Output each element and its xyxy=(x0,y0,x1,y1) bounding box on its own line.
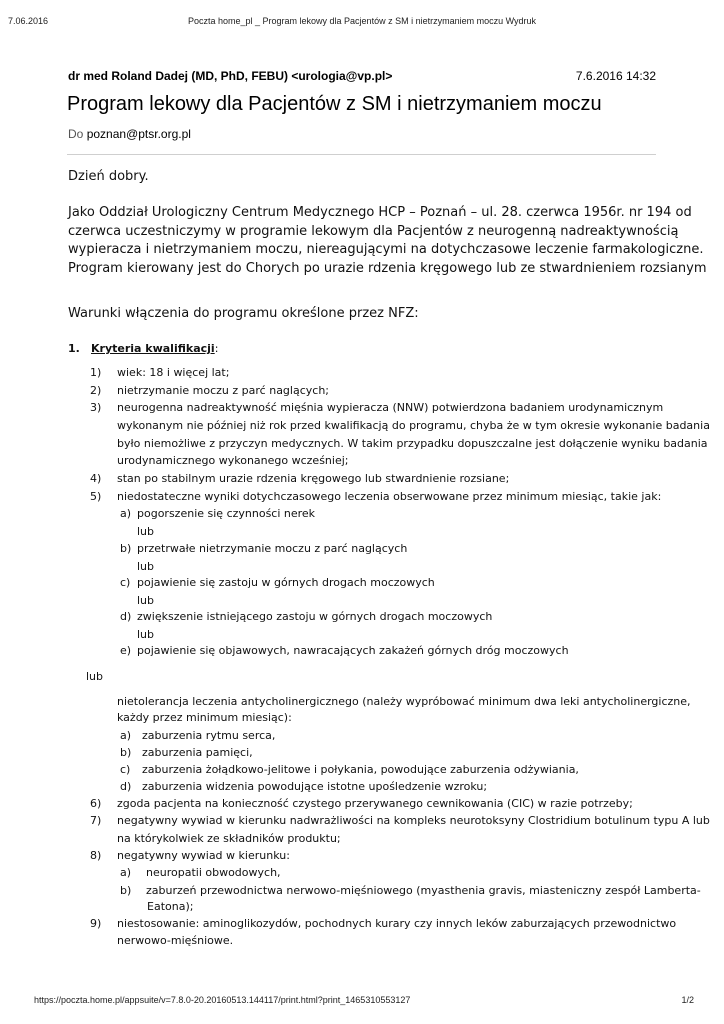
list-item-text: Eatona); xyxy=(147,900,194,913)
list-item-text: negatywny wywiad w kierunku nadwrażliwości na kompleks neurotoksyny Clostridium botulinum typu A lub xyxy=(117,814,710,827)
list-marker: 4) xyxy=(90,472,102,485)
list-item-text: pojawienie się objawowych, nawracających zakażeń górnych dróg moczowych xyxy=(137,644,569,657)
list-item-text: zaburzenia rytmu serca, xyxy=(142,729,276,742)
list-item-text: zaburzenia widzenia powodujące istotne upośledzenie wzroku; xyxy=(142,780,488,793)
list-marker: e) xyxy=(120,644,132,657)
intro-line: Jako Oddział Urologiczny Centrum Medycznego HCP – Poznań – ul. 28. czerwca 1956r. nr 194 od xyxy=(68,205,692,220)
list-marker: 8) xyxy=(90,849,102,862)
list-item-text: wiek: 18 i więcej lat; xyxy=(117,366,230,379)
list-marker: 6) xyxy=(90,797,102,810)
list-item-text: urodynamicznego wykonanego wcześniej; xyxy=(117,454,349,467)
to-label: Do xyxy=(68,127,84,141)
list-item-text: nietrzymanie moczu z parć naglących; xyxy=(117,384,329,397)
list-item-text: neuropatii obwodowych, xyxy=(146,866,281,879)
list-marker: 5) xyxy=(90,490,102,503)
email-subject: Program lekowy dla Pacjentów z SM i nietrzymaniem moczu xyxy=(67,93,602,115)
section-number: 1. xyxy=(68,342,80,355)
list-marker: a) xyxy=(120,729,132,742)
to-address[interactable]: poznan@ptsr.org.pl xyxy=(86,127,191,141)
list-item-text: lub xyxy=(137,628,155,641)
list-item-text: nietolerancja leczenia antycholinergicznego (należy wypróbować minimum dwa leki antycholinergiczne, xyxy=(117,695,691,708)
list-marker: b) xyxy=(120,884,132,897)
list-marker: c) xyxy=(120,576,131,589)
intro-line: Program kierowany jest do Chorych po urazie rdzenia kręgowego lub ze stwardnieniem rozsianym xyxy=(68,260,707,276)
list-item-text: zaburzeń przewodnictwa nerwowo-mięśniowego (myasthenia gravis, miasteniczny zespół Lamberta- xyxy=(146,884,701,897)
list-marker: a) xyxy=(120,866,132,879)
list-marker: d) xyxy=(120,610,132,623)
list-marker: b) xyxy=(120,542,132,555)
email-recipients xyxy=(68,127,191,141)
intro-line: wypieracza i nietrzymaniem moczu, niereagującymi na dotychczasowe leczenie farmakologiczne. xyxy=(68,242,704,257)
conditions-heading: Warunki włączenia do programu określone przez NFZ: xyxy=(68,306,419,321)
greeting: Dzień dobry. xyxy=(68,169,149,184)
list-item-text: przetrwałe nietrzymanie moczu z parć naglących xyxy=(137,542,408,555)
list-item-text: zaburzenia pamięci, xyxy=(142,746,253,759)
email-sender: dr med Roland Dadej (MD, PhD, FEBU) <urologia@vp.pl> xyxy=(68,69,393,83)
list-marker: a) xyxy=(120,507,132,520)
list-item-text: pojawienie się zastoju w górnych drogach moczowych xyxy=(137,576,435,589)
list-item-text: wykonanym nie później niż rok przed kwalifikacją do programu, chyba że w tym okresie wykonanie badania xyxy=(117,419,710,432)
list-item-text: zgoda pacjenta na konieczność czystego przerywanego cewnikowania (CIC) w razie potrzeby; xyxy=(117,797,633,810)
list-marker: 2) xyxy=(90,384,102,397)
print-url: https://poczta.home.pl/appsuite/v=7.8.0-20.20160513.144117/print.html?print_1465310553127 xyxy=(34,995,411,1005)
list-marker: c) xyxy=(120,763,131,776)
list-marker: 3) xyxy=(90,401,102,414)
list-item-text: zaburzenia żołądkowo-jelitowe i połykania, powodujące zaburzenia odżywiania, xyxy=(142,763,579,776)
list-item-text: lub xyxy=(86,670,104,683)
list-item-text: pogorszenie się czynności nerek xyxy=(137,507,316,520)
section-title: Kryteria kwalifikacji xyxy=(91,342,215,355)
list-item-text: lub xyxy=(137,525,155,538)
list-item-text: lub xyxy=(137,594,155,607)
list-item-text: negatywny wywiad w kierunku: xyxy=(117,849,290,862)
print-date: 7.06.2016 xyxy=(8,16,49,26)
print-page-number: 1/2 xyxy=(681,995,694,1005)
list-item-text: neurogenna nadreaktywność mięśnia wypieracza (NNW) potwierdzona badaniem urodynamicznym xyxy=(117,401,664,414)
list-item-text: niedostateczne wyniki dotychczasowego leczenia obserwowane przez minimum miesiąc, takie jak: xyxy=(117,490,662,503)
intro-line: czerwca uczestniczymy w programie lekowym dla Pacjentów z neurogenną nadreaktywnością xyxy=(68,223,679,239)
list-marker: 9) xyxy=(90,917,102,930)
section-heading xyxy=(91,342,218,355)
list-marker: 1) xyxy=(90,366,102,379)
list-item-text: nerwowo-mięśniowe. xyxy=(117,934,234,947)
list-item-text: zwiększenie istniejącego zastoju w górnych drogach moczowych xyxy=(137,610,493,623)
section-colon: : xyxy=(214,342,219,355)
list-item-text: lub xyxy=(137,560,155,573)
list-marker: d) xyxy=(120,780,132,793)
list-marker: 7) xyxy=(90,814,102,827)
list-item-text: każdy przez minimum miesiąc): xyxy=(117,711,292,724)
list-item-text: stan po stabilnym urazie rdzenia kręgowego lub stwardnienie rozsiane; xyxy=(117,472,510,485)
list-item-text: niestosowanie: aminoglikozydów, pochodnych kurary czy innych leków zaburzających przewodnictwo xyxy=(117,917,677,930)
list-marker: b) xyxy=(120,746,132,759)
intro-paragraph xyxy=(68,204,707,278)
list-item-text: było niemożliwe z przyczyn medycznych. W takim przypadku dopuszczalne jest dołączenie wyniku badania xyxy=(117,437,708,450)
print-title: Poczta home_pl _ Program lekowy dla Pacjentów z SM i nietrzymaniem moczu Wydruk xyxy=(187,16,537,26)
header-divider xyxy=(67,154,656,155)
email-date: 7.6.2016 14:32 xyxy=(575,69,656,83)
list-item-text: na którykolwiek ze składników produktu; xyxy=(117,832,341,845)
